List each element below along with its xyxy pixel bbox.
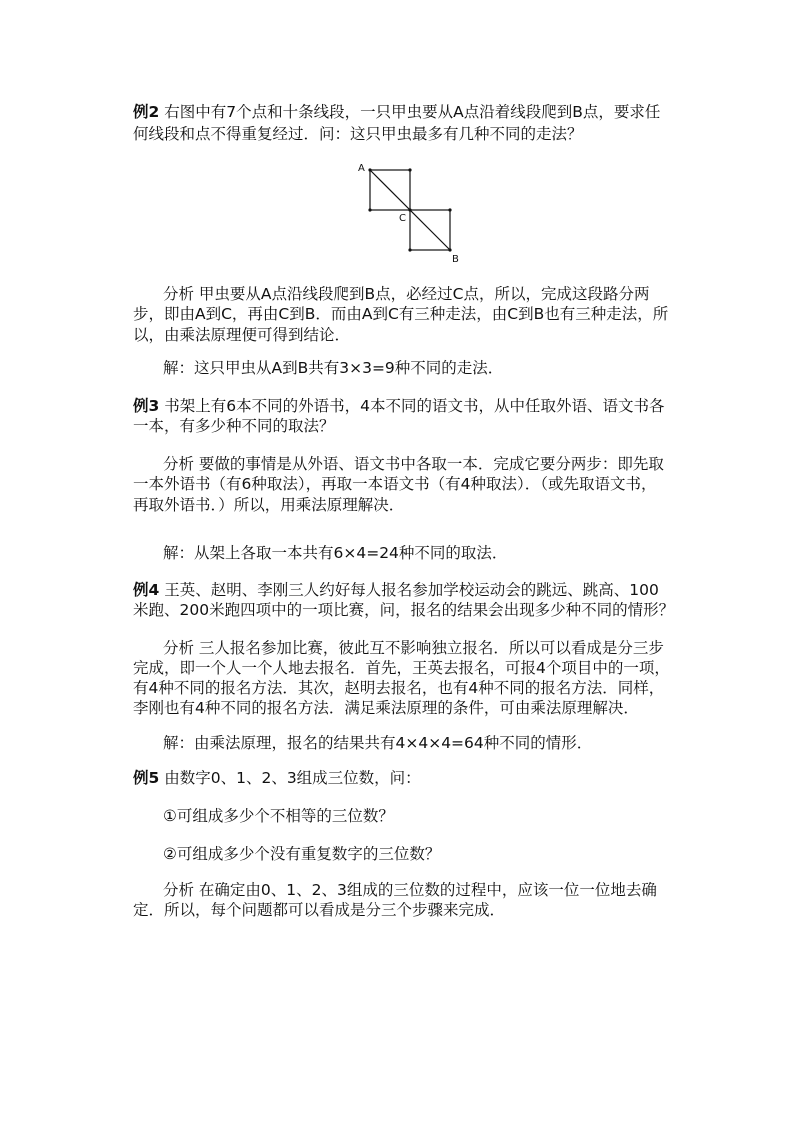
point-bottom-left-dot: [408, 248, 411, 251]
example5-problem-text: 由数字0、1、2、3组成三位数，问：: [164, 769, 421, 787]
point-a-label: A: [358, 163, 365, 174]
example3-problem-line-1: [133, 396, 664, 416]
point-c-dot: [408, 208, 411, 211]
example5-question-2: ②可组成多少个没有重复数字的三位数？: [163, 845, 441, 863]
example3-label: 例3: [133, 397, 160, 415]
example2-problem-line-1: [133, 102, 660, 122]
point-a-dot: [368, 168, 371, 171]
point-c-label: C: [399, 213, 406, 224]
example5-question-1: ①可组成多少个不相等的三位数？: [163, 807, 394, 825]
example3-solution: 解：从架上各取一本共有6×4=24种不同的取法．: [163, 544, 508, 562]
example4-problem-text-1: 王英、赵明、李刚三人约好每人报名参加学校运动会的跳远、跳高、100: [164, 581, 659, 599]
example5-analysis-line-2: 定．所以，每个问题都可以看成是分三个步骤来完成．: [133, 901, 506, 919]
example5-label: 例5: [133, 769, 160, 787]
example2-problem-text-1: 右图中有7个点和十条线段，一只甲虫要从A点沿着线段爬到B点，要求任: [164, 103, 661, 121]
example3-analysis-line-2: 一本外语书（有6种取法），再取一本语文书（有4种取法）．（或先取语文书，: [133, 475, 657, 493]
example2-problem-line-2: 何线段和点不得重复经过．问：这只甲虫最多有几种不同的走法？: [133, 125, 583, 143]
example4-problem-line-1: [133, 580, 659, 600]
example2-analysis-line-2: 步，即由A到C，再由C到B．而由A到C有三种走法，由C到B也有三种走法，所: [133, 305, 669, 323]
point-right-dot: [448, 208, 451, 211]
point-b-label: B: [452, 254, 459, 265]
example5-analysis-line-1: 分析 在确定由0、1、2、3组成的三位数的过程中，应该一位一位地去确: [163, 881, 657, 899]
example4-solution: 解：由乘法原理，报名的结果共有4×4×4=64种不同的情形．: [163, 734, 593, 752]
example4-analysis-line-1: 分析 三人报名参加比赛，彼此互不影响独立报名．所以可以看成是分三步: [163, 639, 664, 657]
example3-analysis-line-3: 再取外语书．）所以，用乘法原理解决．: [133, 496, 405, 514]
point-b-dot: [448, 248, 451, 251]
example3-problem-text-1: 书架上有6本不同的外语书，4本不同的语文书，从中任取外语、语文书各: [164, 397, 665, 415]
example2-solution: 解：这只甲虫从A到B共有3×3=9种不同的走法．: [163, 359, 504, 377]
example2-label: 例2: [133, 103, 160, 121]
example3-problem-line-2: 一本，有多少种不同的取法？: [133, 417, 335, 435]
example2-analysis-line-1: 分析 甲虫要从A点沿线段爬到B点，必经过C点，所以，完成这段路分两: [163, 285, 650, 303]
point-top-right-dot: [408, 168, 411, 171]
example2-path-figure: [354, 160, 464, 270]
example4-analysis-line-4: 李刚也有4种不同的报名方法．满足乘法原理的条件，可由乘法原理解决．: [133, 699, 639, 717]
example4-label: 例4: [133, 581, 160, 599]
example4-analysis-line-3: 有4种不同的报名方法．其次，赵明去报名，也有4种不同的报名方法．同样，: [133, 679, 665, 697]
example4-problem-line-2: 米跑、200米跑四项中的一项比赛，问，报名的结果会出现多少种不同的情形？: [133, 601, 675, 619]
point-left-dot: [368, 208, 371, 211]
example2-analysis-line-3: 以，由乘法原理便可得到结论．: [133, 326, 351, 344]
example4-analysis-line-2: 完成，即一个人一个人地去报名．首先，王英去报名，可报4个项目中的一项，: [133, 659, 670, 677]
example5-problem-line: [133, 768, 421, 788]
example3-analysis-line-1: 分析 要做的事情是从外语、语文书中各取一本．完成它要分两步：即先取: [163, 455, 664, 473]
